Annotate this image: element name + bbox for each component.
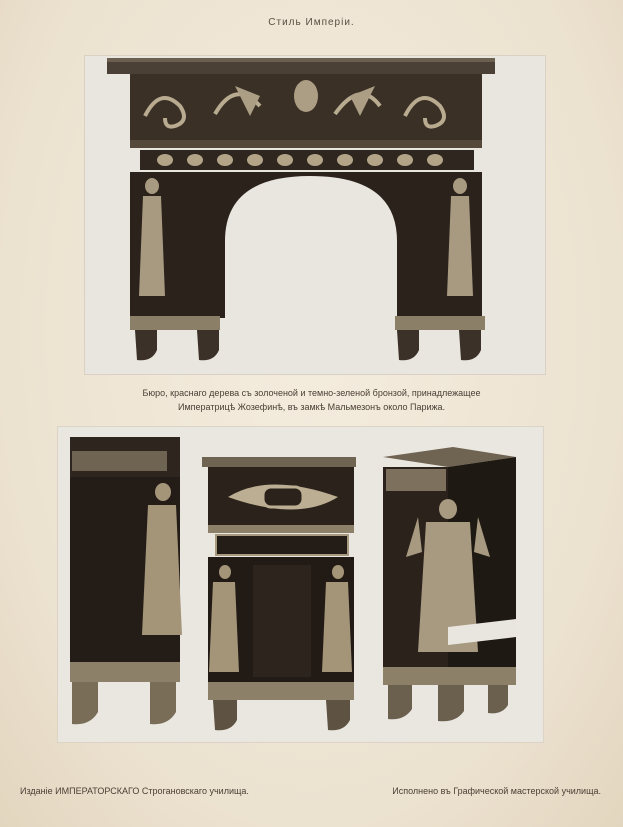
front-view-center <box>202 457 356 730</box>
side-view-left <box>70 437 182 724</box>
photo-bureau-front <box>84 55 546 375</box>
caption-line-1: Бюро, краснаго дерева съ золоченой и темно-зеленой бронзой, принадлежащее <box>142 388 481 398</box>
plate-caption <box>0 386 623 414</box>
footer-executed: Исполнено въ Графической мастерской училища. <box>392 786 601 796</box>
bureau-front-illustration <box>85 56 545 374</box>
footer-publisher: Изданіе ИМПЕРАТОРСКАГО Строгановскаго училища. <box>20 786 249 796</box>
page-header: Стиль Имперіи. <box>268 17 355 28</box>
photo-bureau-details <box>57 426 544 743</box>
angled-view-right <box>383 447 516 721</box>
bureau-details-illustration <box>58 427 543 742</box>
caption-line-2: Императрицѣ Жозефинѣ, въ замкѣ Мальмезонъ около Парижа. <box>177 402 446 412</box>
